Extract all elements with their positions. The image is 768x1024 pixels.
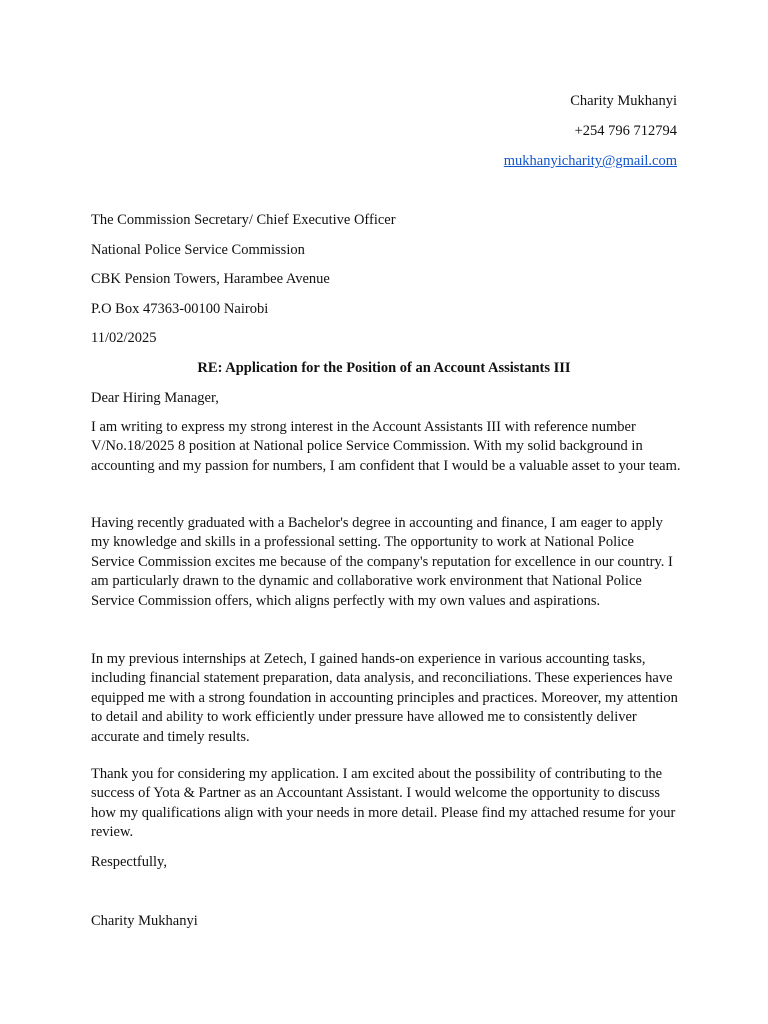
sender-name: Charity Mukhanyi [570,93,677,109]
signature-name: Charity Mukhanyi [91,913,198,929]
recipient-organization: National Police Service Commission [91,241,305,258]
letter-date: 11/02/2025 [91,330,157,347]
recipient-address: CBK Pension Towers, Harambee Avenue [91,271,330,288]
recipient-title: The Commission Secretary/ Chief Executive Officer [91,212,396,228]
recipient-block [91,210,396,358]
recipient-po-box: P.O Box 47363-00100 Nairobi [91,300,269,317]
body-paragraph-1: I am writing to express my strong interest in the Account Assistants III with reference number V/No.18/2025 8 position at National police Service Commission. With my solid background in accounting and my passion for numbers, I am confident that I would be a valuable asset to your team. [91,419,681,474]
body-paragraph-2: Having recently graduated with a Bachelor's degree in accounting and finance, I am eager to apply my knowledge and skills in a professional setting. The opportunity to work at National Police Service Commission excites me because of the company's reputation for excellence in our country. I am particularly drawn to the dynamic and collaborative work environment that National Police Service Commission offers, which aligns perfectly with my own values and aspirations. [91,515,673,609]
body-paragraph-4: Thank you for considering my application. I am excited about the possibility of contributing to the success of Yota & Partner as an Accountant Assistant. I would welcome the opportunity to discuss how my qualifications align with your needs in more detail. Please find my attached resume for your review. [91,766,676,841]
sender-email-line [504,151,677,181]
sender-phone: +254 796 712794 [574,123,677,139]
closing: Respectfully, [91,854,167,870]
sender-email-link[interactable]: mukhanyicharity@gmail.com [503,153,677,169]
subject-line: RE: Application for the Position of an Account Assistants III [197,360,571,376]
salutation: Dear Hiring Manager, [91,390,219,406]
sender-block [504,91,677,181]
body-paragraph-3: In my previous internships at Zetech, I gained hands-on experience in various accounting tasks, including financial statement preparation, data analysis, and reconciliations. These experiences have equipped me with a strong foundation in accounting principles and practices. Moreover, my attention to detail and ability to work efficiently under pressure have allowed me to consistently deliver accurate and timely results. [91,651,678,745]
